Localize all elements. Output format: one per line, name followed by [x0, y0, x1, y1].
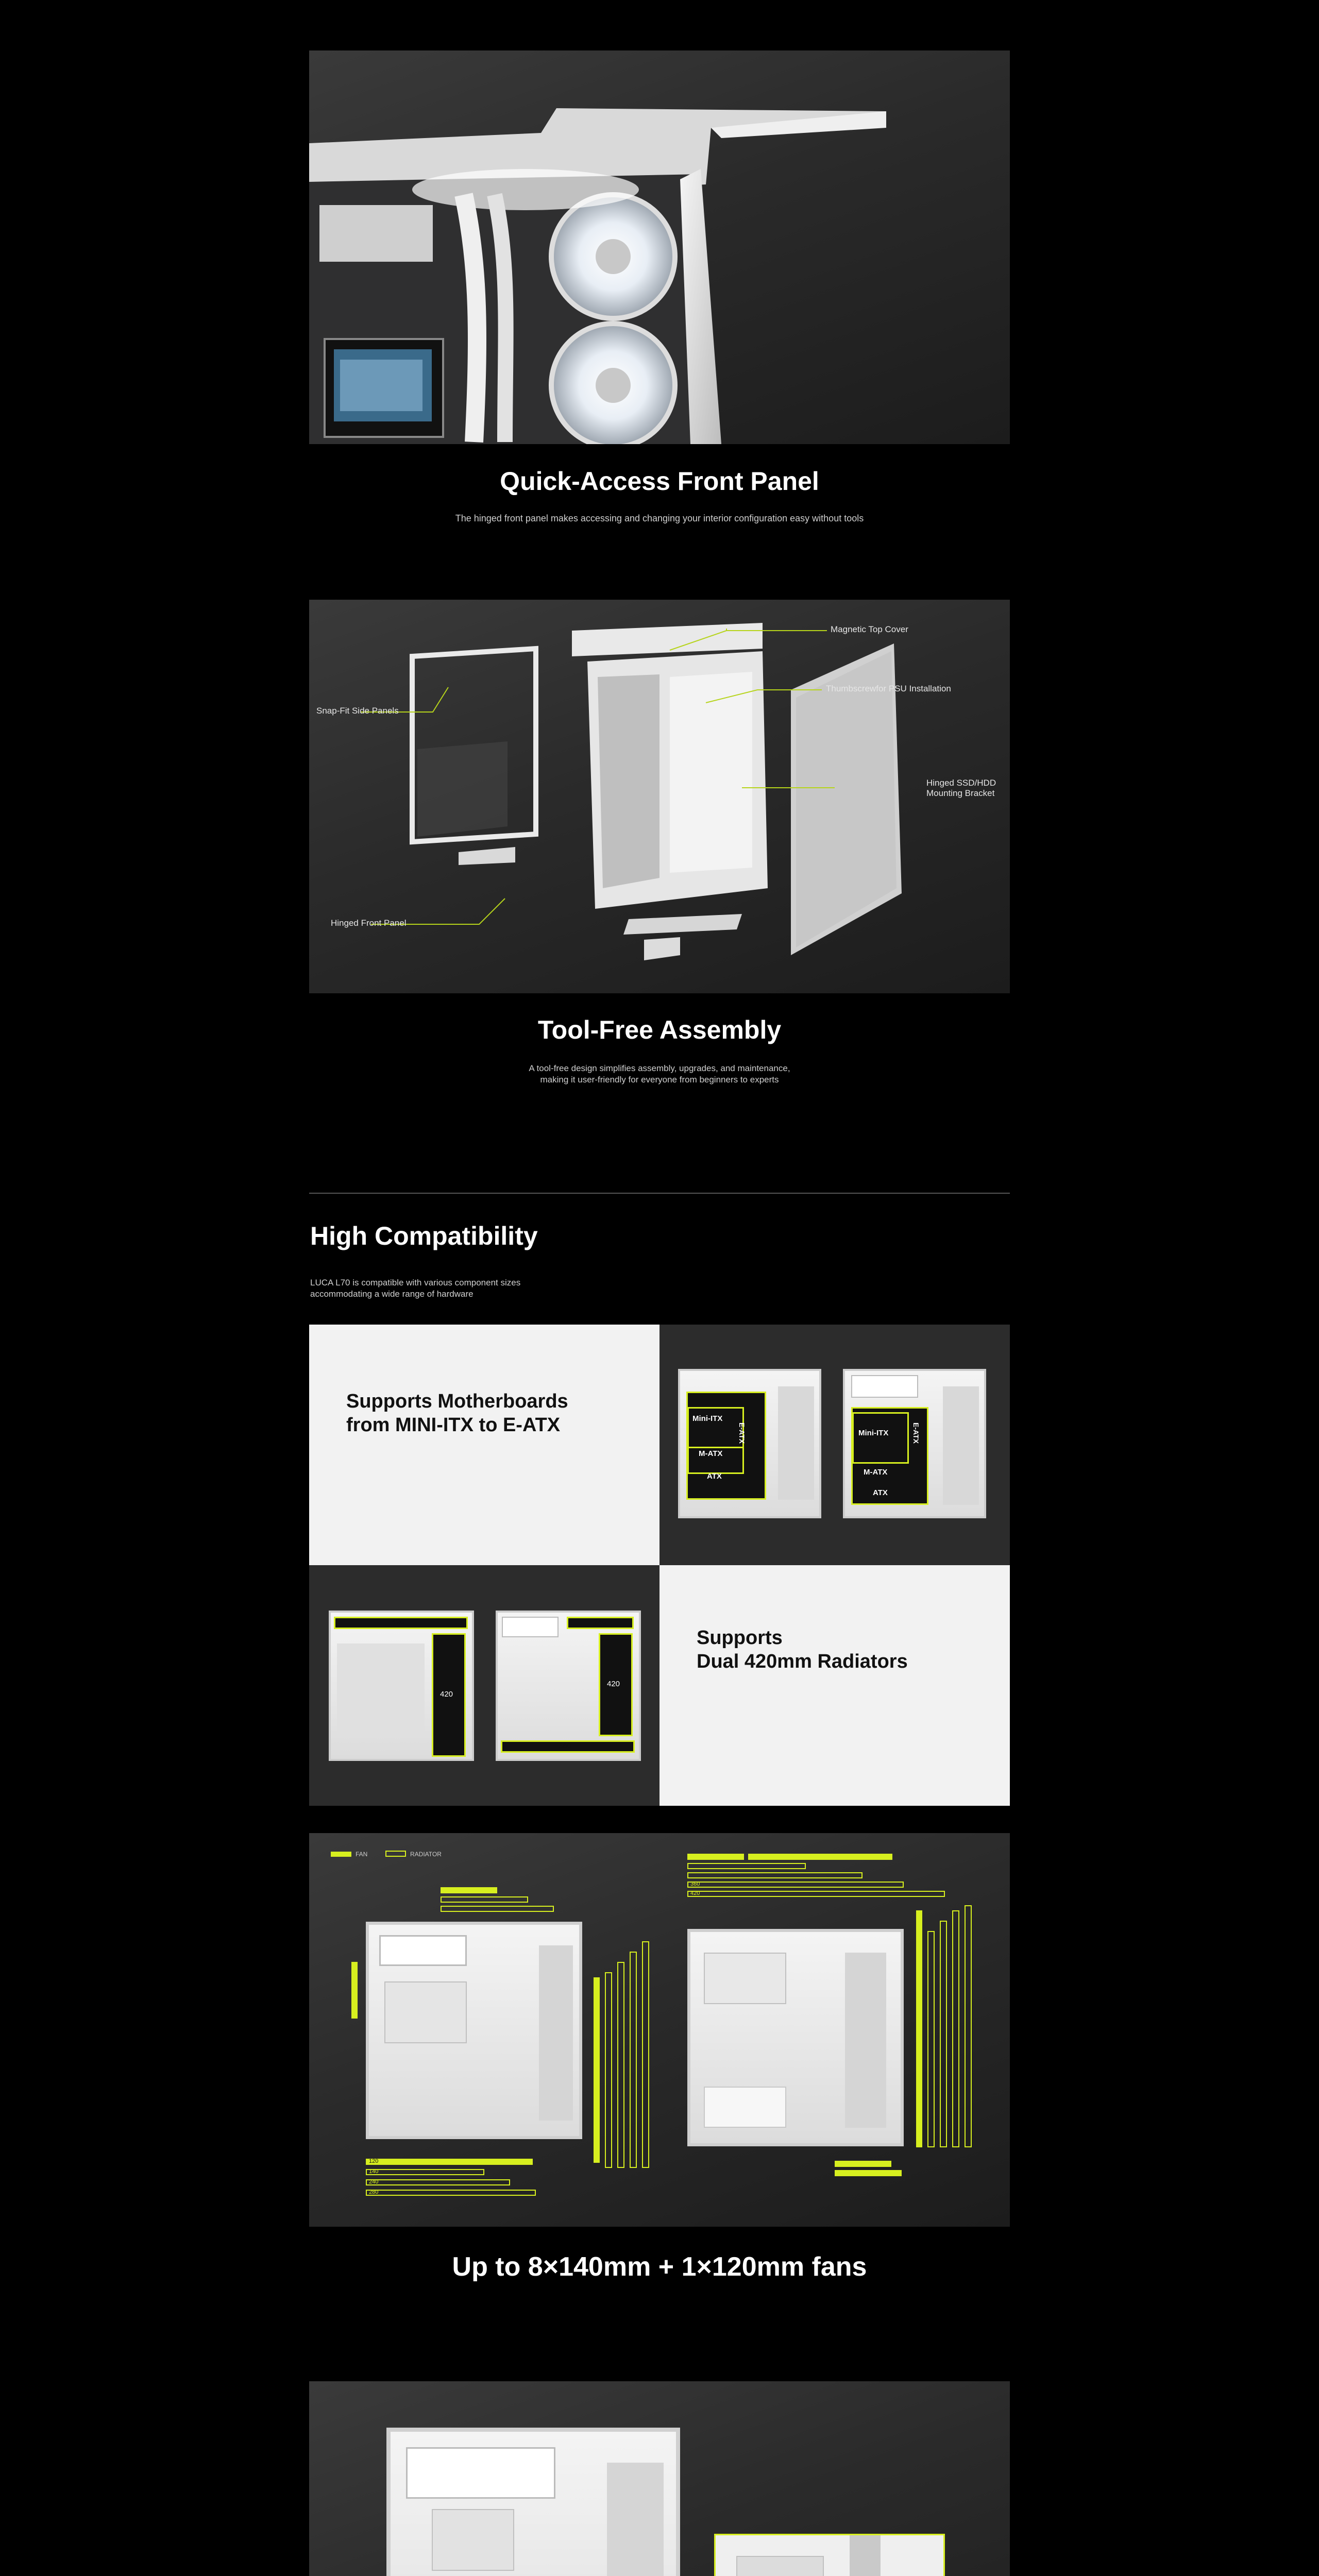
rad-bar-left-r3 [617, 1962, 624, 2168]
rad-bar-right-top5 [687, 1882, 904, 1888]
fan-bar-right-r1 [916, 1910, 922, 2147]
exploded-view-illustration [309, 600, 1010, 993]
rad-case-right [496, 1611, 641, 1761]
rad-label-420-right: 420 [607, 1680, 620, 1688]
legend-radiator-swatch [385, 1851, 406, 1857]
fan-bar-left-top1 [441, 1887, 497, 1893]
section-divider [309, 1193, 1010, 1194]
mb-label-matx: M-ATX [699, 1449, 723, 1458]
fan-support-panel [309, 1833, 1010, 2227]
callout-psu: Thumbscrewfor PSU Installation [826, 684, 951, 693]
mb2-label-matx: M-ATX [864, 1468, 888, 1477]
mb-case-right [843, 1369, 986, 1518]
section3-desc-line1: LUCA L70 is compatible with various component sizes [310, 1278, 521, 1287]
rad-bar-right-r5 [965, 1905, 972, 2147]
section1-caption: The hinged front panel makes accessing and changing your interior configuration easy without tools [455, 513, 864, 523]
fan-case-left [366, 1922, 582, 2139]
section2-caption-line2: making it user-friendly for everyone from beginners to experts [540, 1075, 779, 1084]
mb2-label-mini-itx: Mini-ITX [858, 1429, 889, 1437]
rad-bar-left-r5 [642, 1941, 649, 2168]
mb2-label-atx: ATX [873, 1488, 888, 1497]
motherboard-title-line1: Supports Motherboards [346, 1391, 568, 1412]
rad-case-left [329, 1611, 474, 1761]
motherboard-image-tile [660, 1325, 1010, 1565]
fan-bar-left-bot1 [366, 2159, 533, 2165]
section2-caption-line1: A tool-free design simplifies assembly, upgrades, and maintenance, [529, 1063, 790, 1073]
legend-radiator-label: RADIATOR [410, 1851, 442, 1858]
rad-bar-right-r3 [940, 1921, 947, 2147]
radiator-title-line1: Supports [697, 1627, 783, 1649]
mb-label-eatx: E-ATX [738, 1422, 746, 1444]
mb2-label-eatx: E-ATX [912, 1422, 920, 1444]
callout-ssd-line1: Hinged SSD/HDD [926, 778, 996, 788]
fan-bar-right-bot2 [835, 2170, 902, 2176]
rad-bar-left-bot2 [366, 2169, 484, 2175]
case-front-illustration [309, 50, 1010, 444]
fan-case-right [687, 1929, 904, 2146]
rad-bar-right-r2 [927, 1931, 935, 2147]
bar-label-420: 420 [690, 1890, 700, 1896]
bar-label-240: 240 [369, 2179, 379, 2185]
motherboard-title-line2: from MINI-ITX to E-ATX [346, 1414, 561, 1436]
legend-fan-label: FAN [356, 1851, 368, 1858]
fan-bar-right-bot1 [835, 2161, 891, 2167]
rad-bar-left-r2 [605, 1972, 612, 2168]
mb-case-left [678, 1369, 821, 1518]
callout-ssd-line2: Mounting Bracket [926, 788, 995, 798]
rad-label-420-side: 420 [440, 1690, 453, 1699]
rad-bar-right-top6 [687, 1891, 945, 1897]
bar-label-360: 360 [690, 1881, 700, 1887]
section2-title: Tool-Free Assembly [537, 1015, 782, 1044]
motherboard-text-tile [309, 1325, 660, 1565]
rad-bar-right-top4 [687, 1872, 863, 1878]
rad-bar-right-top3 [687, 1863, 806, 1869]
rad-label-240: 240 [594, 1618, 607, 1626]
rad-bar-left-bot4 [366, 2190, 536, 2196]
bar-label-140: 140 [369, 2168, 379, 2175]
fan-bar-right-top2 [748, 1854, 892, 1860]
front-panel-photo [309, 50, 1010, 444]
bar-label-280: 280 [369, 2189, 379, 2195]
fan-bar-left-r1 [594, 1977, 600, 2163]
gpu-support-panel [309, 2381, 1010, 2576]
rad-bar-right-r4 [952, 1910, 959, 2147]
rad-bar-left-top3 [441, 1906, 554, 1912]
fan-bar-right-top1 [687, 1854, 744, 1860]
section4-title: Up to 8×140mm + 1×120mm fans [452, 2252, 867, 2282]
rad-bar-left-bot3 [366, 2179, 510, 2185]
radiator-text-tile [660, 1565, 1010, 1806]
gpu-bracket-zoom [714, 2534, 945, 2576]
exploded-view-panel [309, 600, 1010, 993]
callout-top-cover: Magnetic Top Cover [831, 624, 908, 634]
mb-label-mini-itx: Mini-ITX [692, 1414, 723, 1423]
section3-title: High Compatibility [310, 1222, 538, 1250]
callout-front-panel: Hinged Front Panel [331, 918, 407, 928]
rad-label-420-top: 420 [392, 1618, 405, 1626]
fan-bar-left-front [351, 1962, 358, 2019]
rad-label-360: 360 [559, 1741, 572, 1750]
rad-bar-left-r4 [630, 1952, 637, 2168]
gpu-case [386, 2428, 680, 2576]
legend-fan-swatch [331, 1852, 351, 1857]
rad-bar-left-top2 [441, 1896, 528, 1903]
mb-label-atx: ATX [707, 1472, 722, 1481]
radiator-image-tile [309, 1565, 660, 1806]
callout-side-panels: Snap-Fit Side Panels [316, 706, 399, 716]
section3-desc-line2: accommodating a wide range of hardware [310, 1289, 474, 1299]
bar-label-120: 120 [369, 2158, 379, 2164]
section1-title: Quick-Access Front Panel [500, 467, 819, 496]
radiator-title-line2: Dual 420mm Radiators [697, 1651, 908, 1672]
